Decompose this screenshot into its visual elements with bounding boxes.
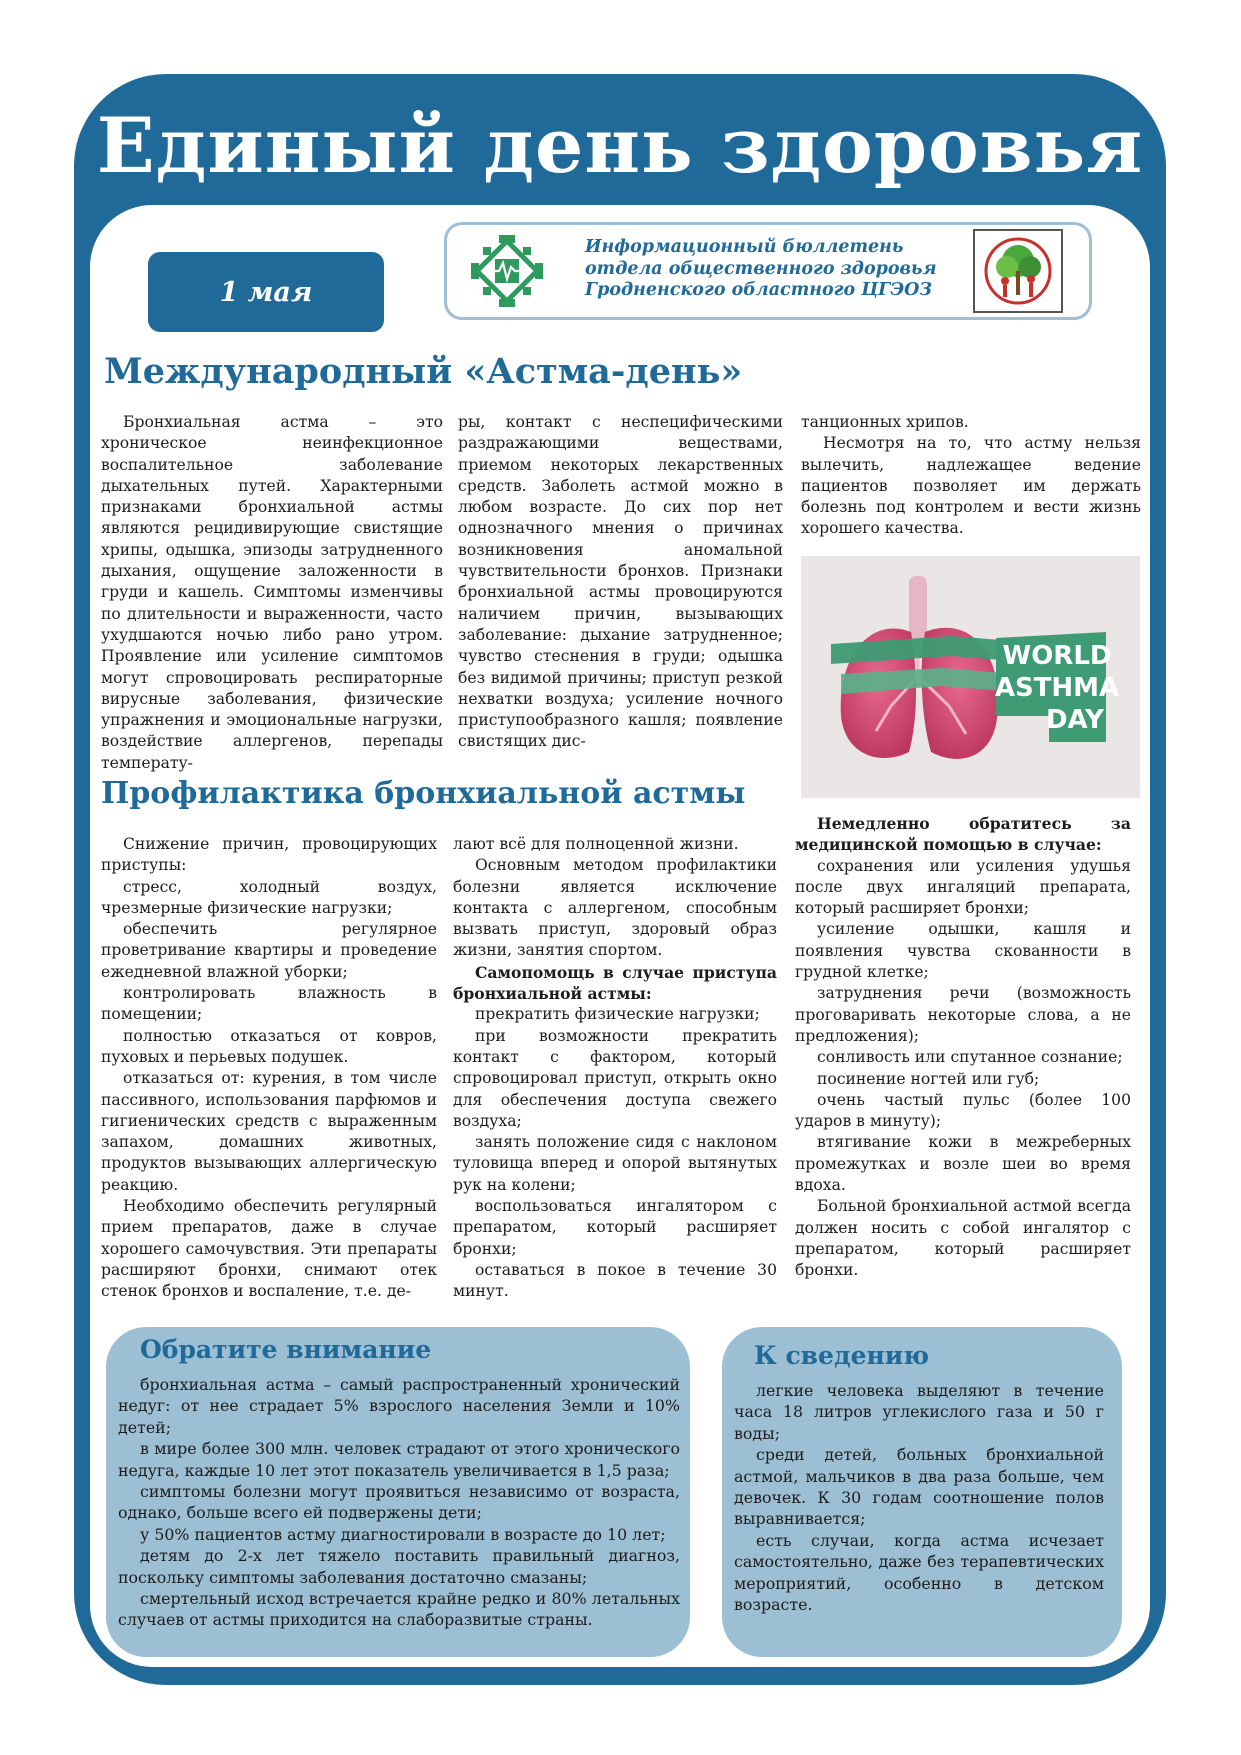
paragraph: отказаться от: курения, в том числе пассивного, использования парфюмов и гигиенических средств с выраженным запахом, домашних животных, продуктов вызывающих аллергическую реакцию. bbox=[101, 1069, 437, 1194]
paragraph: оставаться в покое в течение 30 минут. bbox=[453, 1260, 777, 1301]
paragraph: усиление одышки, кашля и появления чувства скованности в грудной клетке; bbox=[795, 920, 1131, 982]
paragraph: Бронхиальная астма – это хроническое неинфекционное воспалительное заболевание дыхательных путей. Характерными признаками бронхиальной астмы являются рецидивирующие свистящие хрипы, одышка, эпизоды затрудненного дыхания, ощущение заложенности в груди и кашель. Симптомы изменчивы по длительности и выраженности, часто ухудшаются ночью либо рано утром. Проявление или усиление симптомов могут спровоцировать респираторные вирусные заболевания, физические упражнения и эмоциональные нагрузки, воздействие аллергенов, перепады температу- bbox=[101, 413, 443, 772]
section1-column-1 bbox=[101, 412, 443, 774]
date-badge: 1 мая bbox=[148, 252, 384, 332]
bulletin-line: отдела общественного здоровья bbox=[585, 258, 937, 279]
urgent-title: Немедленно обратитесь за медицинской помощью в случае: bbox=[795, 814, 1131, 855]
list-item: легкие человека выделяют в течение часа 18 литров углекислого газа и 50 г воды; bbox=[734, 1381, 1104, 1443]
paragraph: Больной бронхиальной астмой всегда должен носить с собой ингалятор с препаратом, который расширяет бронхи. bbox=[795, 1197, 1131, 1280]
section2-column-3 bbox=[795, 813, 1131, 1282]
attention-title: Обратите внимание bbox=[140, 1335, 432, 1364]
paragraph: Несмотря на то, что астму нельзя вылечить, надлежащее ведение пациентов позволяет им держать болезнь под контролем и вести жизнь хорошего качества. bbox=[801, 434, 1141, 538]
paragraph: посинение ногтей или губ; bbox=[817, 1069, 1040, 1088]
list-item: симптомы болезни могут проявиться независимо от возраста, однако, больше всего ей подвержены дети; bbox=[118, 1482, 680, 1523]
bulletin-line: Информационный бюллетень bbox=[585, 237, 904, 257]
paragraph: при возможности прекратить контакт с фактором, который спровоцировал приступ, открыть окно для обеспечения доступа свежего воздуха; bbox=[453, 1026, 777, 1130]
paragraph: занять положение сидя с наклоном туловища вперед и опорой вытянутых рук на колени; bbox=[453, 1133, 777, 1194]
bulletin-banner bbox=[444, 222, 1092, 320]
list-item: у 50% пациентов астму диагностировали в возрасте до 10 лет; bbox=[140, 1524, 666, 1544]
paragraph: сонливость или спутанное сознание; bbox=[817, 1048, 1123, 1067]
image-word: ASTHMA bbox=[994, 673, 1120, 703]
list-item: среди детей, больных бронхиальной астмой, мальчиков в два раза больше, чем девочек. К 30 годам соотношение полов выравнивается; bbox=[734, 1445, 1104, 1529]
paragraph: воспользоваться ингалятором с препаратом, который расширяет бронхи; bbox=[453, 1197, 777, 1258]
paragraph: танционных хрипов. bbox=[801, 413, 969, 431]
list-item: есть случаи, когда астма исчезает самостоятельно, даже без терапевтических мероприятий, особенно в детском возрасте. bbox=[734, 1530, 1104, 1615]
paragraph: ры, контакт с неспецифическими раздражающими веществами, приемом некоторых лекарственных средств. Заболеть астмой можно в любом возрасте. До сих пор нет однозначного мнения о причинах возникновения аномальной чувствительности бронхов. Признаки бронхиальной астмы провоцируются наличием причин, вызывающих заболевание: дыхание затрудненное; чувство стеснения в груди; одышка без видимой причины; приступ резкой нехватки воздуха; усиление ночного приступообразного кашля; появление свистящих дис- bbox=[458, 413, 783, 751]
attention-list bbox=[118, 1374, 680, 1631]
page-title: Единый день здоровья bbox=[96, 101, 1144, 190]
bulletin-text bbox=[585, 237, 965, 302]
info-list bbox=[734, 1380, 1104, 1615]
paragraph: очень частый пульс (более 100 ударов в минуту); bbox=[795, 1090, 1131, 1131]
paragraph: сохранения или усиления удушья после двух ингаляций препарата, который расширяет бронхи; bbox=[795, 856, 1131, 918]
attention-box bbox=[106, 1327, 690, 1657]
section2-column-1 bbox=[101, 834, 437, 1303]
world-asthma-day-image bbox=[801, 556, 1140, 798]
image-word: WORLD bbox=[1002, 641, 1112, 671]
paragraph: прекратить физические нагрузки; bbox=[475, 1005, 760, 1024]
list-item: детям до 2-х лет тяжело поставить правильный диагноз, поскольку симптомы заболевания достаточно смазаны; bbox=[118, 1546, 680, 1587]
section1-column-3 bbox=[801, 412, 1141, 540]
paragraph: Снижение причин, провоцирующих приступы: bbox=[101, 835, 437, 875]
list-item: бронхиальная астма – самый распространенный хронический недуг: от нее страдает 5% взрослого населения Земли и 10% детей; bbox=[118, 1375, 680, 1437]
section2-column-2 bbox=[453, 834, 777, 1303]
image-word: DAY bbox=[1045, 705, 1105, 735]
paragraph: контролировать влажность в помещении; bbox=[101, 984, 437, 1024]
paragraph: затруднения речи (возможность проговаривать некоторые слова, а не предложения); bbox=[795, 984, 1131, 1045]
section-title-prevention: Профилактика бронхиальной астмы bbox=[101, 776, 746, 811]
health-emblem-icon bbox=[469, 233, 545, 309]
info-box bbox=[722, 1327, 1122, 1657]
paragraph: Основным методом профилактики болезни является исключение контакта с аллергеном, способным вызвать приступ, здоровый образ жизни, занятия спортом. bbox=[453, 856, 777, 960]
paragraph: полностью отказаться от ковров, пуховых и перьевых подушек. bbox=[101, 1026, 437, 1066]
paragraph: втягивание кожи в межреберных промежутках и возле шеи во время вдоха. bbox=[795, 1133, 1131, 1195]
list-item: в мире более 300 млн. человек страдают от этого хронического недуга, каждые 10 лет этот показатель увеличивается в 1,5 раза; bbox=[118, 1439, 680, 1480]
section-title-asthma-day: Международный «Астма-день» bbox=[104, 351, 743, 392]
paragraph: обеспечить регулярное проветривание квартиры и проведение ежедневной влажной уборки; bbox=[101, 920, 437, 981]
paragraph: стресс, холодный воздух, чрезмерные физические нагрузки; bbox=[101, 877, 437, 917]
paragraph: Необходимо обеспечить регулярный прием препаратов, даже в случае хорошего самочувствия. Эти препараты расширяют бронхи, снимают отек стенок бронхов и воспаление, т.е. де- bbox=[101, 1197, 437, 1301]
bulletin-line: Гродненского областного ЦГЭОЗ bbox=[585, 280, 933, 300]
section1-column-2 bbox=[458, 412, 783, 753]
paragraph: лают всё для полноценной жизни. bbox=[453, 835, 739, 853]
info-title: К сведению bbox=[754, 1341, 929, 1370]
selfhelp-title: Самопомощь в случае приступа бронхиальной астмы: bbox=[453, 962, 777, 1004]
tree-family-logo-icon bbox=[973, 229, 1063, 313]
list-item: смертельный исход встречается крайне редко и 80% летальных случаев от астмы приходится на слаборазвитые страны. bbox=[118, 1589, 680, 1630]
lungs-illustration-icon bbox=[801, 556, 1140, 798]
